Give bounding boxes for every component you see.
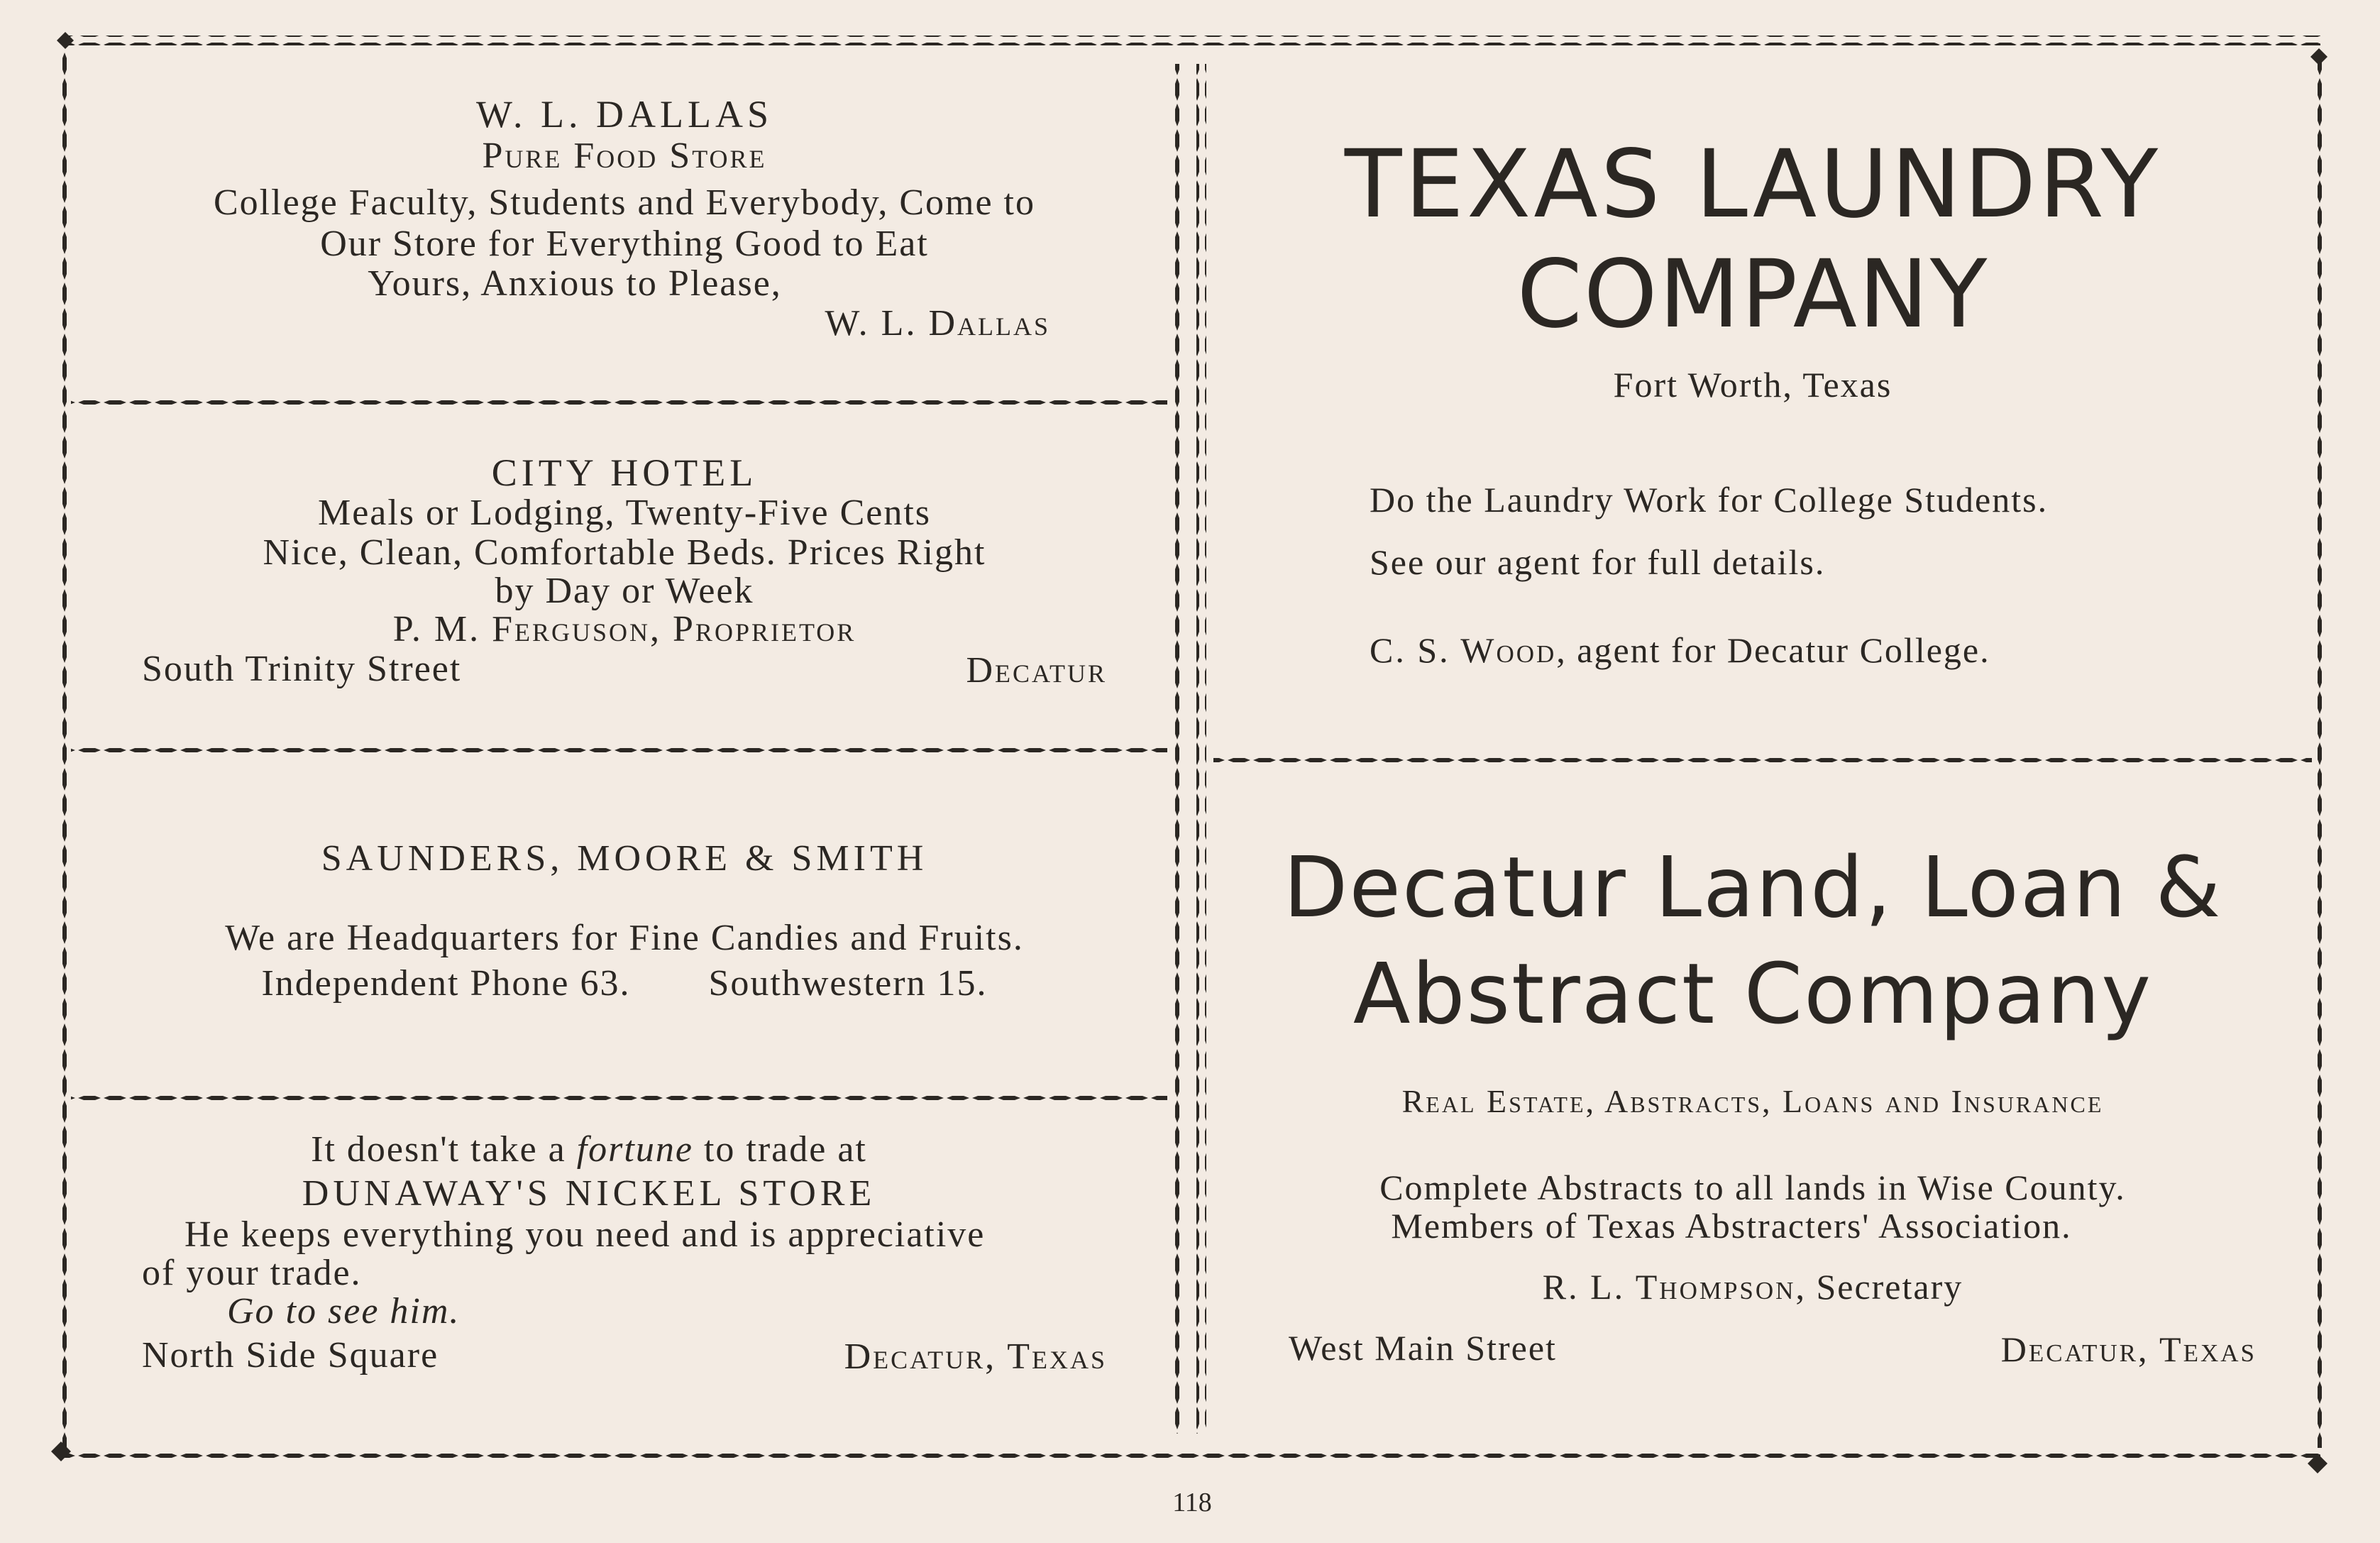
ad-text: College Faculty, Students and Everybody, Come to	[214, 182, 1035, 223]
corner-diamond	[57, 32, 74, 49]
border-right	[2315, 50, 2325, 1448]
ad-title: TEXAS LAUNDRY	[1344, 130, 2161, 239]
ad-title: Decatur Land, Loan &	[1283, 838, 2222, 936]
ad-text-part: It doesn't take a	[311, 1129, 577, 1170]
divider-right-1	[1213, 754, 2312, 764]
divider-left-2	[71, 745, 1167, 755]
ad-text: We are Headquarters for Fine Candies and Fruits.	[225, 918, 1024, 958]
center-divider-right	[1196, 64, 1206, 1434]
ad-agent-name: C. S. Wood	[1370, 630, 1557, 670]
ad-title: DUNAWAY'S NICKEL STORE	[302, 1173, 876, 1214]
ad-text: Members of Texas Abstracters' Association.	[1391, 1206, 2072, 1246]
ad-title: CITY HOTEL	[491, 451, 758, 494]
ad-wl-dallas	[142, 92, 1107, 362]
ad-decatur-land-loan	[1249, 838, 2257, 1391]
ad-signature: W. L. Dallas	[825, 303, 1050, 344]
ad-texas-laundry	[1249, 117, 2257, 699]
ad-text: Nice, Clean, Comfortable Beds. Prices Right	[263, 532, 986, 573]
ad-phones	[142, 962, 1107, 1004]
ad-text	[142, 1129, 1107, 1170]
ad-phone-independent: Independent Phone 63.	[261, 963, 631, 1004]
ad-secretary-rest: , Secretary	[1795, 1267, 1963, 1307]
center-divider-left	[1174, 64, 1184, 1434]
ad-secretary-name: R. L. Thompson	[1542, 1267, 1796, 1307]
ad-city-hotel	[142, 451, 1107, 713]
ad-services: Real Estate, Abstracts, Loans and Insurance	[1401, 1083, 2104, 1119]
ad-city: Decatur, Texas	[2000, 1329, 2257, 1369]
border-top	[64, 35, 2320, 45]
ad-text: of your trade.	[142, 1253, 362, 1293]
ad-text: Meals or Lodging, Twenty-Five Cents	[317, 493, 932, 533]
border-left	[58, 50, 68, 1448]
ad-subtitle: Pure Food Store	[482, 136, 767, 176]
ad-address: West Main Street	[1289, 1328, 1557, 1368]
ad-agent-rest: , agent for Decatur College.	[1556, 630, 1990, 670]
ad-title: Abstract Company	[1352, 945, 2153, 1043]
ad-proprietor: P. M. Ferguson, Proprietor	[392, 609, 856, 649]
ad-address: South Trinity Street	[142, 649, 462, 689]
ad-text: Complete Abstracts to all lands in Wise County.	[1379, 1168, 2126, 1207]
ad-dunaways-nickel-store	[142, 1129, 1107, 1412]
ad-text: Yours, Anxious to Please,	[368, 263, 782, 304]
ad-text: Go to see him.	[227, 1291, 461, 1331]
ad-text: He keeps everything you need and is appreciative	[184, 1214, 986, 1255]
page-number: 118	[1172, 1488, 1212, 1517]
ad-secretary	[1249, 1266, 2257, 1307]
border-bottom	[64, 1448, 2320, 1458]
ad-agent	[1370, 630, 2257, 671]
ad-title: COMPANY	[1516, 240, 1989, 349]
ad-title: SAUNDERS, MOORE & SMITH	[321, 838, 928, 879]
ad-city: Decatur, Texas	[844, 1336, 1107, 1377]
ad-title: W. L. DALLAS	[476, 93, 773, 136]
ad-text-part: to trade at	[693, 1129, 867, 1170]
ad-location: Fort Worth, Texas	[1613, 365, 1893, 405]
ad-saunders-moore-smith	[142, 823, 1107, 1022]
ad-address: North Side Square	[142, 1335, 439, 1375]
ad-phone-southwestern: Southwestern 15.	[708, 963, 988, 1004]
ad-city: Decatur	[966, 650, 1107, 691]
ad-text: See our agent for full details.	[1370, 542, 1826, 582]
ad-text: Our Store for Everything Good to Eat	[320, 224, 929, 264]
divider-left-1	[71, 396, 1167, 406]
ad-text-emphasis: fortune	[576, 1129, 693, 1170]
corner-diamond	[2310, 48, 2327, 65]
ad-text: by Day or Week	[495, 571, 754, 611]
divider-left-3	[71, 1095, 1167, 1105]
ad-text: Do the Laundry Work for College Students.	[1370, 480, 2049, 520]
